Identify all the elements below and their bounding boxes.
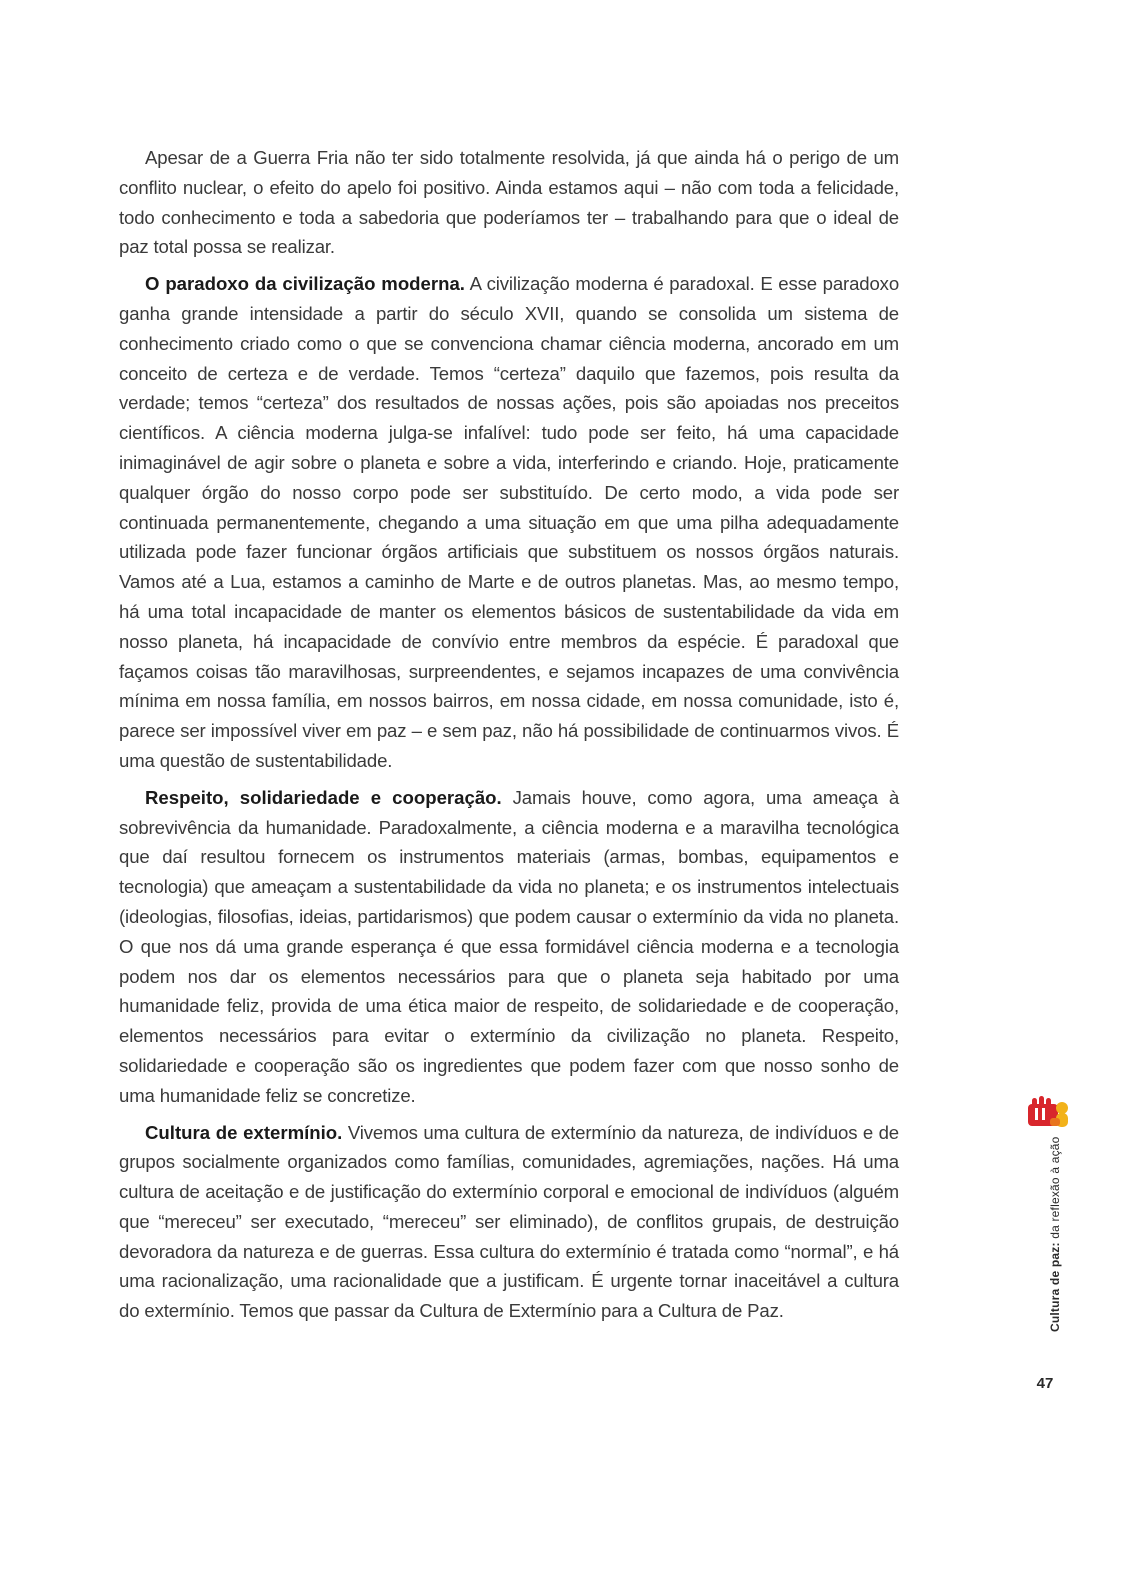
paragraph-4 <box>119 1118 899 1327</box>
paragraph-text: Jamais houve, como agora, uma ameaça à sobrevivência da humanidade. Paradoxalmente, a ciência moderna e a maravilha tecnológica que daí resultou fornecem os instrumentos materiais (armas, bombas, equipamentos e tecnologia) que ameaçam a sustentabilidade da vida no planeta; e os instrumentos intelectuais (ideologias, filosofias, ideias, partidarismos) que podem causar o extermínio da vida no planeta. O que nos dá uma grande esperança é que essa formidável ciência moderna e a tecnologia podem nos dar os elementos necessários para que o planeta seja habitado por uma humanidade feliz, provida de uma ética maior de respeito, de solidariedade e de cooperação, elementos necessários para evitar o extermínio da civilização no planeta. Respeito, solidariedade e cooperação são os ingredientes que podem fazer com que nosso sonho de uma humanidade feliz se concretize. <box>119 786 900 1106</box>
page-number: 47 <box>1036 1375 1054 1392</box>
book-title-sub: da reflexão à ação <box>1048 1136 1062 1243</box>
paragraph-heading: O paradoxo da civilização moderna. <box>145 273 465 295</box>
hands-logo-icon <box>1026 1094 1070 1134</box>
paragraph-1 <box>119 143 899 262</box>
paragraph-text: A civilização moderna é paradoxal. E esse paradoxo ganha grande intensidade a partir do século XVII, quando se consolida um sistema de conhecimento criado como o que se convenciona chamar ciência moderna, ancorado em um conceito de certeza e de verdade. Temos “certeza” daquilo que fazemos, pois resulta da verdade; temos “certeza” dos resultados de nossas ações, pois são apoiadas nos preceitos científicos. A ciência moderna julga-se infalível: tudo pode ser feito, há uma capacidade inimaginável de agir sobre o planeta e sobre a vida, interferindo e criando. Hoje, praticamente qualquer órgão do nosso corpo pode ser substituído. De certo modo, a vida pode ser continuada permanentemente, chegando a uma situação em que uma pilha adequadamente utilizada pode fazer funcionar órgãos artificiais que substituem os nossos órgãos naturais. Vamos até a Lua, estamos a caminho de Marte e de outros planetas. Mas, ao mesmo tempo, há uma total incapacidade de manter os elementos básicos de sustentabilidade da vida em nosso planeta, há incapacidade de convívio entre membros da espécie. É paradoxal que façamos coisas tão maravilhosas, surpreendentes, e sejamos incapazes de uma convivência mínima em nossa família, em nossos bairros, em nossa cidade, em nossa comunidade, isto é, parece ser impossível viver em paz – e sem paz, não há possibilidade de continuarmos vivos. É uma questão de sustentabilidade. <box>119 273 900 771</box>
main-text <box>119 143 899 1333</box>
paragraph-text: Apesar de a Guerra Fria não ter sido totalmente resolvida, já que ainda há o perigo de um conflito nuclear, o efeito do apelo foi positivo. Ainda estamos aqui – não com toda a felicidade, todo conhecimento e toda a sabedoria que poderíamos ter – trabalhando para que o ideal de paz total possa se realizar. <box>119 147 899 258</box>
paragraph-heading: Cultura de extermínio. <box>145 1121 343 1143</box>
paragraph-2 <box>119 269 899 776</box>
book-title-main: Cultura de paz: <box>1048 1242 1062 1332</box>
paragraph-text: Vivemos uma cultura de extermínio da natureza, de indivíduos e de grupos socialmente organizados como famílias, comunidades, agremiações, nações. Há uma cultura de aceitação e de justificação do extermínio corporal e emocional de indivíduos (alguém que “mereceu” ser executado, “mereceu” ser eliminado), de conflitos grupais, de destruição devoradora da natureza e de guerras. Essa cultura do extermínio é tratada como “normal”, e há uma racionalização, uma racionalidade que a justificam. É urgente tornar inaceitável a cultura do extermínio. Temos que passar da Cultura de Extermínio para a Cultura de Paz. <box>119 1121 899 1322</box>
paragraph-heading: Respeito, solidariedade e cooperação. <box>145 786 502 808</box>
paragraph-3 <box>119 783 899 1111</box>
book-title <box>1048 1136 1062 1332</box>
running-sidebar <box>1026 1094 1070 1344</box>
